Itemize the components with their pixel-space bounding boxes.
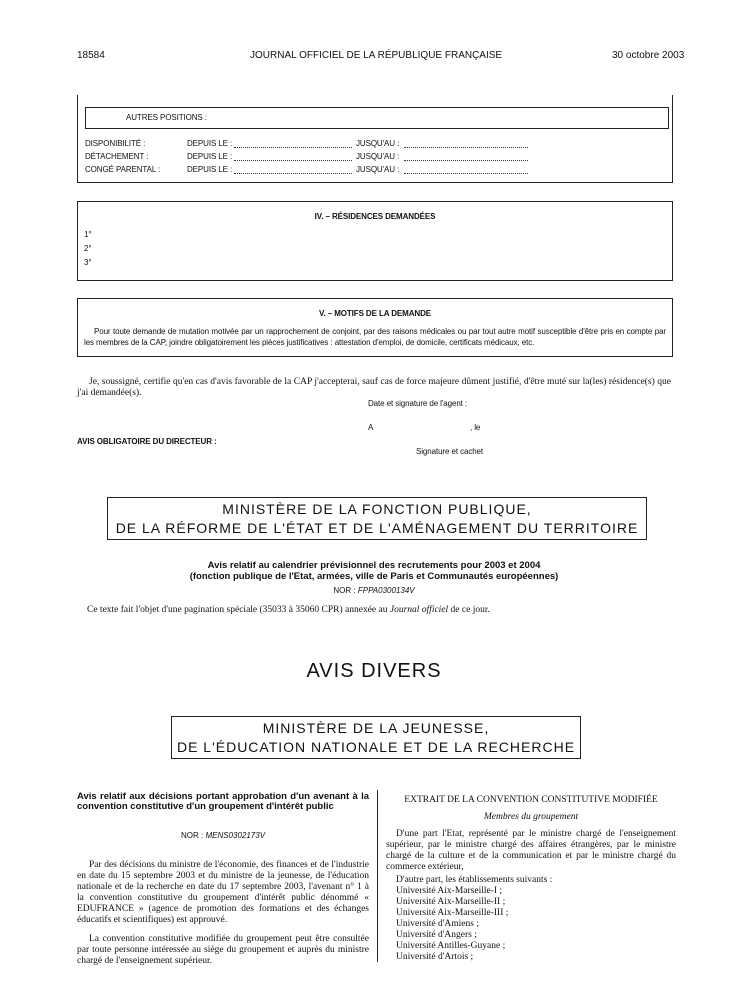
journal-title: JOURNAL OFFICIEL DE LA RÉPUBLIQUE FRANÇAISE [250, 50, 503, 61]
place-le: , le [470, 423, 481, 432]
university-item: Université d'Artois ; [396, 952, 474, 962]
university-item: Université d'Angers ; [396, 930, 477, 940]
residences-box [77, 201, 673, 281]
header-date: 30 octobre 2003 [612, 50, 685, 61]
right-article-title: EXTRAIT DE LA CONVENTION CONSTITUTIVE MODIFIÉE [404, 795, 658, 805]
university-item: Université d'Amiens ; [396, 919, 479, 929]
avis-calendrier-text [87, 605, 490, 616]
ministry-jeunesse-box [171, 716, 581, 759]
ministry-jeunesse-line2: DE L'ÉDUCATION NATIONALE ET DE LA RECHERCHE [176, 738, 576, 755]
other-positions-title: AUTRES POSITIONS : [126, 113, 207, 122]
residence-2[interactable]: 2° [84, 244, 92, 253]
nor-value: FPPA0300134V [357, 586, 415, 595]
right-article-paragraph2: D'autre part, les établissements suivants : [396, 875, 553, 885]
signature-label: Signature et cachet [416, 447, 484, 456]
university-item: Université Aix-Marseille-I ; [396, 886, 503, 896]
ministry-fp-line2: DE LA RÉFORME DE L'ÉTAT ET DE L'AMÉNAGEMENT DU TERRITOIRE [115, 519, 639, 536]
detachement-to: JUSQU'AU : [356, 152, 400, 161]
ministry-jeunesse-line1: MINISTÈRE DE LA JEUNESSE, [262, 719, 490, 736]
right-article-paragraph1: D'une part l'Etat, représenté par le ministre chargé de l'enseignement supérieur, par le ministre chargé des affaires étrangères, par le ministre chargé de la culture et de la communication et par le ministre chargé du commerce extérieur, [386, 829, 676, 872]
conge-parental-label: CONGÉ PARENTAL : [85, 165, 161, 174]
disponibilite-from: DEPUIS LE : [187, 139, 233, 148]
avis-calendrier-nor [77, 586, 671, 595]
conge-parental-to: JUSQU'AU : [356, 165, 400, 174]
left-article-nor [77, 831, 369, 840]
ministry-fp-box [107, 497, 647, 540]
detachement-to-field[interactable] [404, 160, 528, 161]
left-article-paragraph2: La convention constitutive modifiée du groupement peut être consultée par toute personne intéressée au siège du groupement et auprès du ministre chargé de l'enseignement supérieur. [77, 934, 369, 966]
avis-calendrier-text-after: de ce jour. [448, 605, 490, 615]
motifs-text: Pour toute demande de mutation motivée par un rapprochement de conjoint, par des raisons médicales ou par tout autre motif susceptible d'être pris en compte par les membres de la CAP, joindre obligatoirement les pièces justificatives : attestation d'emploi, de domicile, certificats médicaux, etc. [84, 327, 666, 347]
residence-3[interactable]: 3° [84, 258, 92, 267]
avis-calendrier-title2: (fonction publique de l'Etat, armées, ville de Paris et Communautés européennes) [189, 571, 559, 582]
conge-parental-from-field[interactable] [234, 173, 352, 174]
avis-divers-heading: AVIS DIVERS [306, 660, 442, 682]
left-nor-value: MENS0302173V [205, 831, 266, 840]
detachement-from-field[interactable] [234, 160, 352, 161]
avis-calendrier-title1: Avis relatif au calendrier prévisionnel des recrutements pour 2003 et 2004 [207, 560, 541, 571]
motifs-title: V. – MOTIFS DE LA DEMANDE [318, 309, 432, 318]
place-a: A [368, 423, 374, 432]
motifs-box [77, 298, 673, 357]
declaration-text: Je, soussigné, certifie qu'en cas d'avis favorable de la CAP j'accepterai, sauf cas de force majeure dûment justifié, d'être muté sur la(les) résidence(s) que j'ai demandée(s). [77, 377, 671, 398]
disponibilite-to-field[interactable] [404, 147, 528, 148]
detachement-label: DÉTACHEMENT : [85, 152, 149, 161]
disponibilite-label: DISPONIBILITÉ : [85, 139, 146, 148]
disponibilite-to: JUSQU'AU : [356, 139, 400, 148]
journal-officiel-italic: Journal officiel [389, 605, 449, 615]
director-label: AVIS OBLIGATOIRE DU DIRECTEUR : [77, 437, 217, 446]
left-article-paragraph1: Par des décisions du ministre de l'économie, des finances et de l'industrie en date du 15 septembre 2003 et du ministre de la jeunesse, de l'éducation nationale et de la recherche en date du 17 septembre 2003, l'avenant n° 1 à la convention constitutive du groupement d'intérêt public dénommé « EDUFRANCE » (agence de promotion des formations et des échanges éducatifs et scientifiques) est approuvé. [77, 860, 369, 925]
left-nor-label: NOR : [180, 831, 204, 840]
detachement-from: DEPUIS LE : [187, 152, 233, 161]
disponibilite-from-field[interactable] [234, 147, 352, 148]
conge-parental-from: DEPUIS LE : [187, 165, 233, 174]
residence-1[interactable]: 1° [84, 230, 92, 239]
avis-calendrier-text-before: Ce texte fait l'objet d'une pagination spéciale (35033 à 35060 CPR) annexée au [87, 605, 390, 615]
ministry-fp-line1: MINISTÈRE DE LA FONCTION PUBLIQUE, [222, 500, 532, 517]
university-item: Université Aix-Marseille-II ; [396, 897, 506, 907]
university-item: Université Aix-Marseille-III ; [396, 908, 509, 918]
university-item: Université Antilles-Guyane ; [396, 941, 506, 951]
residences-title: IV. – RÉSIDENCES DEMANDÉES [314, 212, 436, 221]
page-number: 18584 [77, 50, 105, 61]
right-article-subtitle: Membres du groupement [483, 812, 579, 822]
date-signature-label: Date et signature de l'agent : [368, 399, 468, 408]
conge-parental-to-field[interactable] [404, 173, 528, 174]
other-positions-title-box [85, 107, 669, 129]
left-article-title: Avis relatif aux décisions portant approbation d'un avenant à la convention constitutive d'un groupement d'intérêt public [77, 791, 369, 812]
nor-label: NOR : [333, 586, 356, 595]
column-divider [377, 790, 378, 962]
